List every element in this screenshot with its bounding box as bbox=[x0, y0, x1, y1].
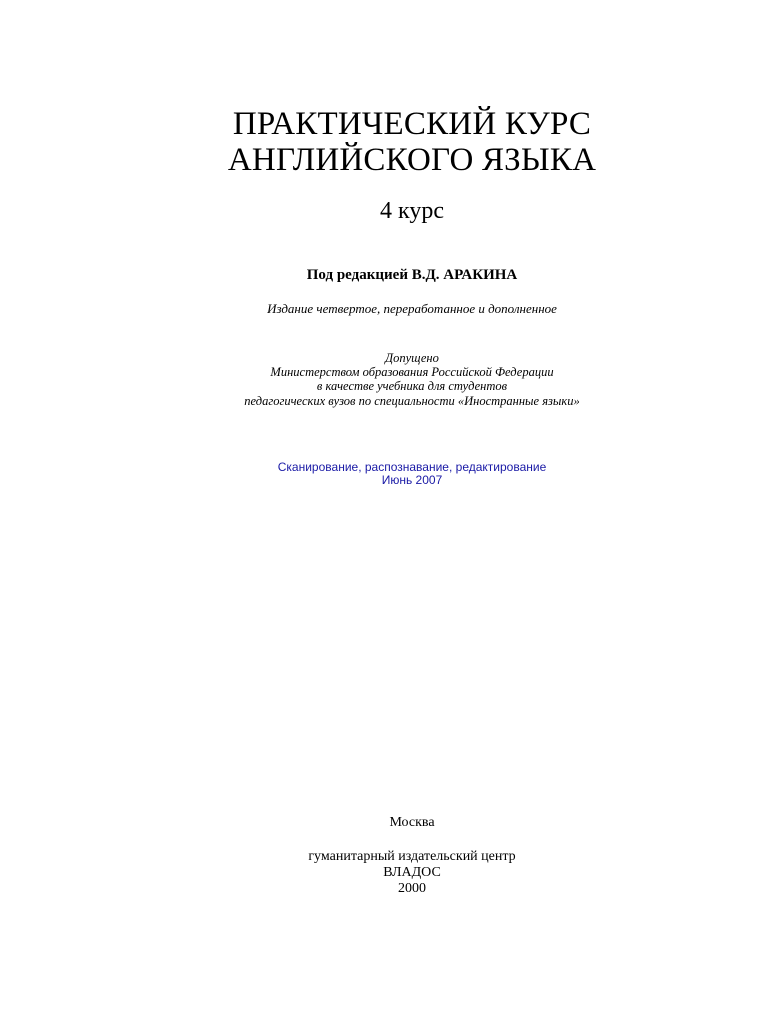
editor-credit: Под редакцией В.Д. АРАКИНА bbox=[306, 267, 518, 283]
edition-note: Издание четвертое, переработанное и дополненное bbox=[267, 301, 557, 316]
publication-city: Москва bbox=[389, 815, 435, 830]
scan-note-line-2: Июнь 2007 bbox=[381, 473, 443, 487]
publication-year: 2000 bbox=[398, 881, 426, 896]
scan-note-line-1: Сканирование, распознавание, редактирование bbox=[277, 460, 547, 474]
publisher-line-1: гуманитарный издательский центр bbox=[308, 849, 516, 864]
approval-line-1: Допущено bbox=[385, 351, 439, 365]
approval-line-3: в качестве учебника для студентов bbox=[316, 379, 508, 393]
publisher-line-2: ВЛАДОС bbox=[383, 865, 441, 880]
approval-line-4: педагогических вузов по специальности «Иностранные языки» bbox=[244, 394, 580, 408]
book-title-line-2: АНГЛИЙСКОГО ЯЗЫКА bbox=[227, 142, 597, 178]
approval-line-2: Министерством образования Российской Федерации bbox=[270, 365, 554, 379]
book-title-line-1: ПРАКТИЧЕСКИЙ КУРС bbox=[232, 106, 592, 142]
course-year: 4 курс bbox=[380, 198, 444, 224]
